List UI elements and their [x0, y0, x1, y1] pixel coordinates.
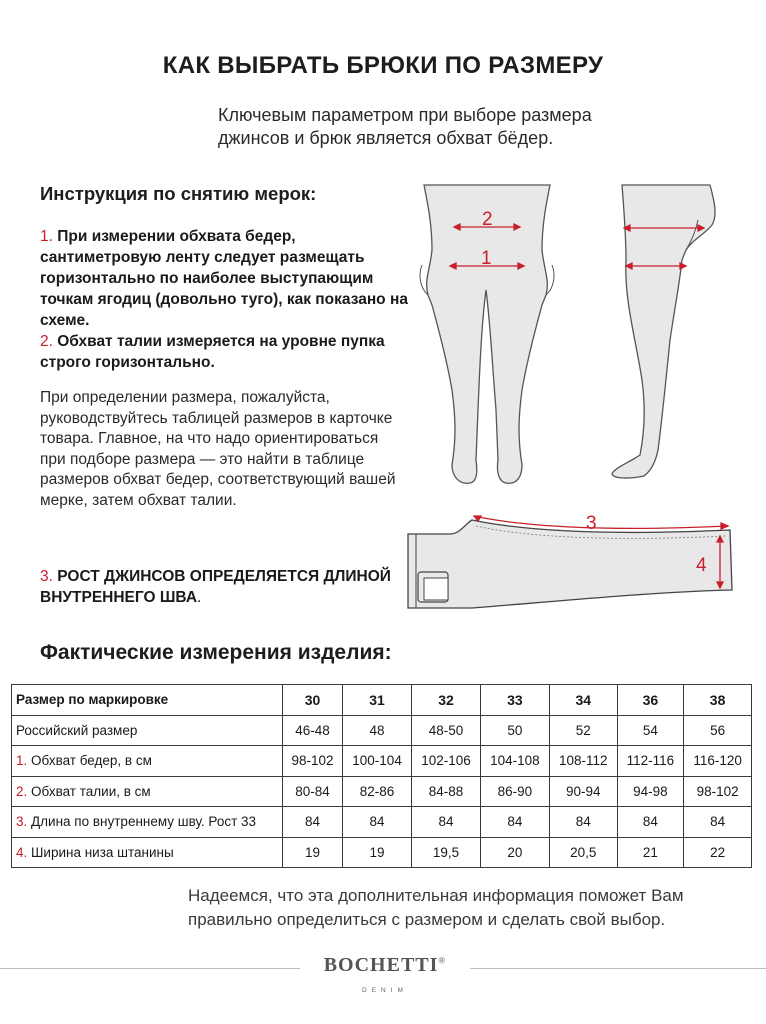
step-3-text: РОСТ ДЖИНСОВ ОПРЕДЕЛЯЕТСЯ ДЛИНОЙ ВНУТРЕННЕГО ШВА [40, 568, 391, 606]
step-1 [40, 226, 410, 331]
table-cell: 98-102 [283, 746, 343, 777]
table-row [12, 837, 752, 868]
measure-label-3: 3 [586, 513, 597, 534]
table-cell: 21 [617, 837, 684, 868]
table-cell: 94-98 [617, 776, 684, 807]
table-cell: 84 [412, 807, 481, 838]
table-cell: 19 [343, 837, 412, 868]
table-cell: 20,5 [549, 837, 617, 868]
row-label [12, 746, 283, 777]
size-header: 36 [617, 685, 684, 716]
table-cell: 116-120 [684, 746, 752, 777]
size-header: 32 [412, 685, 481, 716]
pant-patch-inner [424, 578, 448, 600]
table-cell: 19 [283, 837, 343, 868]
pant-leg-figure [400, 510, 745, 615]
step-2 [40, 331, 410, 373]
table-cell: 86-90 [480, 776, 549, 807]
brand-name: BOCHETTI [323, 954, 439, 976]
instructions-title: Инструкция по снятию мерок: [40, 183, 317, 204]
table-cell: 90-94 [549, 776, 617, 807]
measure-label-4: 4 [696, 555, 707, 576]
table-cell: 108-112 [549, 746, 617, 777]
table-cell: 19,5 [412, 837, 481, 868]
row-label-text: Российский размер [16, 722, 138, 738]
size-table [11, 684, 752, 868]
step-1-text: При измерении обхвата бедер, сантиметровую ленту следует размещать горизонтально по наиболее выступающим точкам ягодиц (довольно туго), как показано на схеме. [40, 228, 408, 329]
row-number: 4. [16, 844, 28, 860]
row-number: 2. [16, 783, 28, 799]
table-row [12, 746, 752, 777]
table-row [12, 807, 752, 838]
registered-mark: ® [438, 955, 447, 966]
row-label-text: Длина по внутреннему шву. Рост 33 [31, 814, 257, 830]
footer-divider-right [470, 968, 766, 969]
size-header: 34 [549, 685, 617, 716]
table-cell: 56 [684, 715, 752, 746]
table-cell: 54 [617, 715, 684, 746]
table-cell: 84 [549, 807, 617, 838]
step-2-text: Обхват талии измеряется на уровне пупка строго горизонтально. [40, 333, 385, 371]
row-label-text: Ширина низа штанины [31, 844, 174, 860]
step-3-number: 3. [40, 568, 53, 585]
table-cell: 84 [283, 807, 343, 838]
step-2-number: 2. [40, 333, 53, 350]
size-header: 31 [343, 685, 412, 716]
pant-leg-outline [408, 520, 732, 608]
row-label [12, 776, 283, 807]
step-3-tail: . [197, 588, 202, 606]
brand-subtitle: DENIM [362, 987, 408, 994]
table-cell: 22 [684, 837, 752, 868]
table-row [12, 715, 752, 746]
row-number: 3. [16, 814, 28, 830]
table-cell: 84 [617, 807, 684, 838]
table-cell: 84 [343, 807, 412, 838]
body-front-figure [410, 180, 560, 490]
page-title: КАК ВЫБРАТЬ БРЮКИ ПО РАЗМЕРУ [162, 52, 604, 79]
table-cell: 84 [684, 807, 752, 838]
row-label [12, 807, 283, 838]
table-cell: 100-104 [343, 746, 412, 777]
table-cell: 84-88 [412, 776, 481, 807]
table-cell: 48-50 [412, 715, 481, 746]
measure-label-1: 1 [481, 248, 492, 269]
intro-text: Ключевым параметром при выборе размера джинсов и брюк является обхват бёдер. [218, 105, 592, 148]
table-cell: 98-102 [684, 776, 752, 807]
row-label-text: Обхват бедер, в см [31, 753, 152, 769]
measure-label-2: 2 [482, 209, 493, 230]
table-cell: 50 [480, 715, 549, 746]
row-label [12, 837, 283, 868]
header-label: Размер по маркировке [12, 685, 283, 716]
brand-logo [300, 954, 470, 977]
size-header: 30 [283, 685, 343, 716]
row-label [12, 715, 283, 746]
table-cell: 82-86 [343, 776, 412, 807]
row-number: 1. [16, 753, 28, 769]
footer-divider-left [0, 968, 300, 969]
table-cell: 80-84 [283, 776, 343, 807]
table-header-row [12, 685, 752, 716]
size-header: 38 [684, 685, 752, 716]
table-cell: 52 [549, 715, 617, 746]
body-side-figure [600, 180, 730, 490]
table-cell: 20 [480, 837, 549, 868]
table-cell: 104-108 [480, 746, 549, 777]
step-3 [40, 567, 420, 608]
table-cell: 84 [480, 807, 549, 838]
table-cell: 48 [343, 715, 412, 746]
size-header: 33 [480, 685, 549, 716]
closing-text: Надеемся, что эта дополнительная информация поможет Вам правильно определиться с размером и сделать свой выбор. [188, 886, 684, 929]
table-cell: 102-106 [412, 746, 481, 777]
step-1-number: 1. [40, 228, 53, 245]
table-cell: 112-116 [617, 746, 684, 777]
actual-measurements-title: Фактические измерения изделия: [40, 641, 392, 664]
row-label-text: Обхват талии, в см [31, 783, 151, 799]
table-cell: 46-48 [283, 715, 343, 746]
table-row [12, 776, 752, 807]
general-guidance-text: При определении размера, пожалуйста, руководствуйтесь таблицей размеров в карточке товара. Главное, на что надо ориентироваться при подборе размера — это найти в таблице размеров обхват бедер, соответствующий вашей мерке, затем обхват талии. [40, 389, 396, 509]
